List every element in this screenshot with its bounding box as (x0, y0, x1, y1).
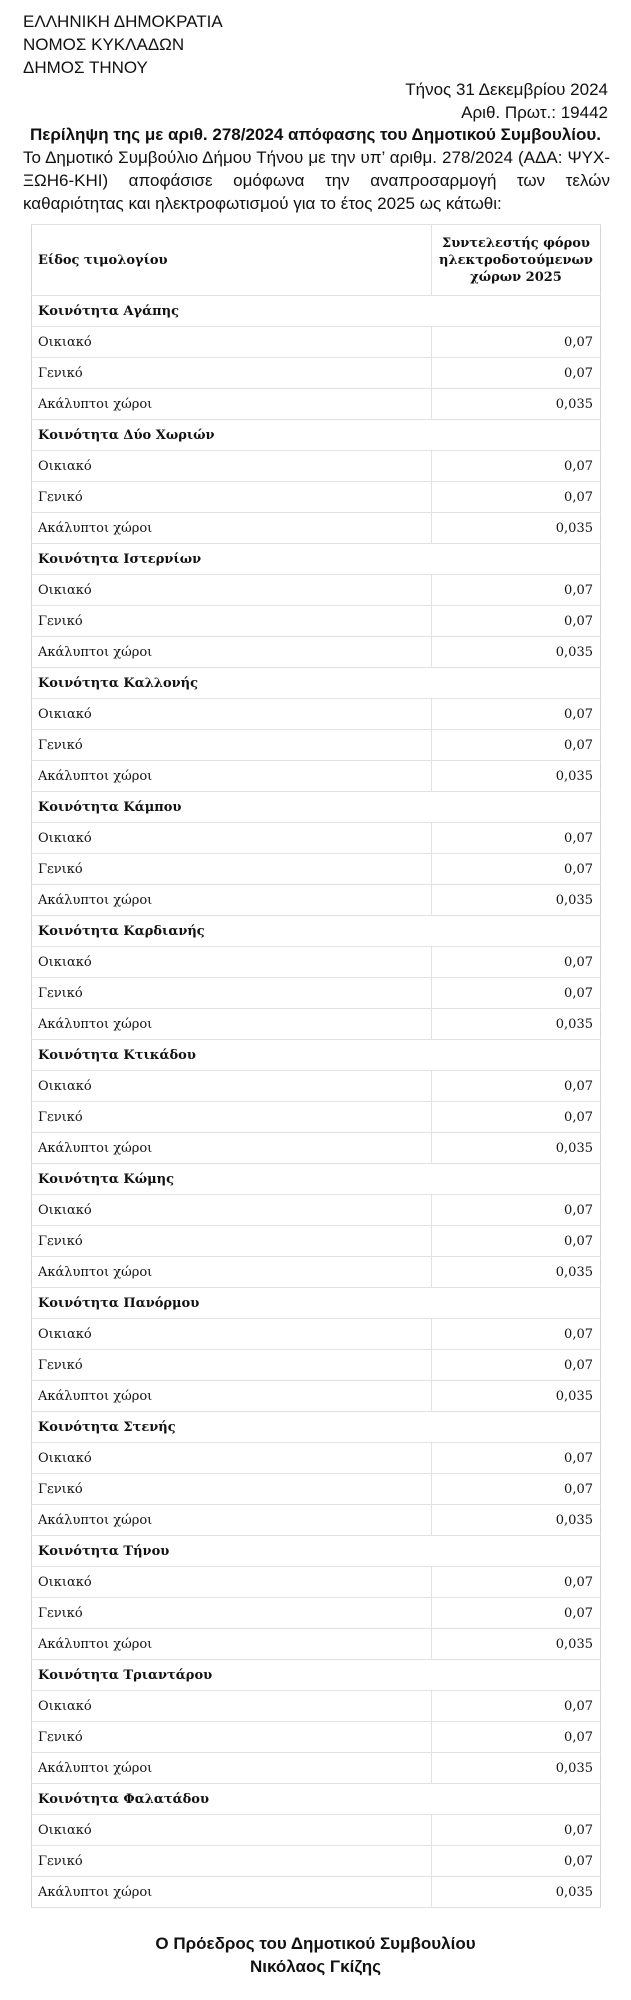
table-row (32, 606, 601, 637)
tariff-type: Οικιακό (32, 451, 432, 482)
community-name: Κοινότητα Τριαντάρου (32, 1660, 601, 1691)
community-name: Κοινότητα Καλλονής (32, 668, 601, 699)
table-row (32, 1877, 601, 1908)
table-row (32, 358, 601, 389)
table-row (32, 1226, 601, 1257)
community-row (32, 1164, 601, 1195)
coefficient-value: 0,07 (432, 575, 601, 606)
table-row (32, 1195, 601, 1226)
tariff-type: Ακάλυπτοι χώροι (32, 389, 432, 420)
tariff-type: Ακάλυπτοι χώροι (32, 1629, 432, 1660)
tariff-type: Οικιακό (32, 1443, 432, 1474)
tariff-type: Οικιακό (32, 1319, 432, 1350)
coefficient-value: 0,07 (432, 451, 601, 482)
table-row (32, 1381, 601, 1412)
header-line-country: ΕΛΛΗΝΙΚΗ ΔΗΜΟΚΡΑΤΙΑ (23, 12, 223, 31)
coefficient-value: 0,035 (432, 389, 601, 420)
table-row (32, 1257, 601, 1288)
coefficient-value: 0,07 (432, 1567, 601, 1598)
table-row (32, 761, 601, 792)
community-name: Κοινότητα Ιστερνίων (32, 544, 601, 575)
table-row (32, 1071, 601, 1102)
community-row (32, 792, 601, 823)
tariff-type: Ακάλυπτοι χώροι (32, 1753, 432, 1784)
tariff-type: Ακάλυπτοι χώροι (32, 1009, 432, 1040)
coefficient-value: 0,07 (432, 1071, 601, 1102)
coefficient-value: 0,035 (432, 1257, 601, 1288)
coefficient-value: 0,07 (432, 1226, 601, 1257)
tariff-type: Γενικό (32, 358, 432, 389)
community-name: Κοινότητα Κτικάδου (32, 1040, 601, 1071)
tariff-type: Γενικό (32, 1350, 432, 1381)
date-line: Τήνος 31 Δεκεμβρίου 2024 (405, 80, 608, 99)
coefficient-value: 0,07 (432, 1722, 601, 1753)
coefficient-value: 0,07 (432, 1815, 601, 1846)
community-name: Κοινότητα Δύο Χωριών (32, 420, 601, 451)
tariff-type: Ακάλυπτοι χώροι (32, 1877, 432, 1908)
table-row (32, 885, 601, 916)
issuer-header (23, 10, 223, 79)
table-body (32, 296, 601, 1908)
protocol-number: Αριθ. Πρωτ.: 19442 (461, 103, 608, 122)
tariff-type: Οικιακό (32, 699, 432, 730)
tariff-type: Ακάλυπτοι χώροι (32, 885, 432, 916)
community-row (32, 1536, 601, 1567)
tariff-type: Ακάλυπτοι χώροι (32, 513, 432, 544)
tariff-type: Γενικό (32, 730, 432, 761)
table-row (32, 1443, 601, 1474)
table-row (32, 1598, 601, 1629)
coefficient-value: 0,035 (432, 1877, 601, 1908)
date-protocol-block (405, 78, 608, 124)
tariff-type: Γενικό (32, 978, 432, 1009)
table-header-row (32, 225, 601, 296)
community-row (32, 1288, 601, 1319)
coefficient-value: 0,035 (432, 1753, 601, 1784)
tariff-type: Γενικό (32, 1598, 432, 1629)
table-row (32, 1505, 601, 1536)
community-row (32, 1412, 601, 1443)
table-row (32, 823, 601, 854)
table-row (32, 1102, 601, 1133)
community-row (32, 544, 601, 575)
tariff-type: Οικιακό (32, 1815, 432, 1846)
tariff-type: Γενικό (32, 1722, 432, 1753)
coefficient-value: 0,07 (432, 1846, 601, 1877)
header-line-municipality: ΔΗΜΟΣ ΤΗΝΟΥ (23, 58, 148, 77)
coefficient-value: 0,035 (432, 761, 601, 792)
table-row (32, 978, 601, 1009)
tariff-type: Οικιακό (32, 575, 432, 606)
column-header-coefficient: Συντελεστής φόρου ηλεκτροδοτούμενων χώρων 2025 (432, 225, 601, 296)
coefficient-value: 0,07 (432, 1319, 601, 1350)
tariff-type: Γενικό (32, 606, 432, 637)
tariff-type: Γενικό (32, 854, 432, 885)
tariff-type: Ακάλυπτοι χώροι (32, 1381, 432, 1412)
table-row (32, 575, 601, 606)
community-row (32, 668, 601, 699)
tariff-type: Γενικό (32, 1474, 432, 1505)
table-row (32, 513, 601, 544)
coefficient-value: 0,07 (432, 606, 601, 637)
table-row (32, 730, 601, 761)
community-row (32, 420, 601, 451)
table-row (32, 1474, 601, 1505)
coefficient-value: 0,07 (432, 1102, 601, 1133)
tariff-type: Ακάλυπτοι χώροι (32, 1133, 432, 1164)
coefficient-value: 0,035 (432, 885, 601, 916)
coefficient-value: 0,07 (432, 699, 601, 730)
tariff-type: Οικιακό (32, 1567, 432, 1598)
table-row (32, 327, 601, 358)
coefficient-value: 0,07 (432, 1691, 601, 1722)
table-row (32, 1319, 601, 1350)
table-row (32, 1753, 601, 1784)
coefficient-value: 0,07 (432, 823, 601, 854)
tariff-type: Ακάλυπτοι χώροι (32, 637, 432, 668)
coefficient-value: 0,035 (432, 1505, 601, 1536)
table-row (32, 451, 601, 482)
table-row (32, 1846, 601, 1877)
tariff-type: Ακάλυπτοι χώροι (32, 1505, 432, 1536)
coefficient-value: 0,07 (432, 358, 601, 389)
table-row (32, 1629, 601, 1660)
tariff-table (31, 224, 601, 1908)
signature-name: Νικόλαος Γκίζης (249, 1957, 381, 1976)
coefficient-value: 0,035 (432, 1381, 601, 1412)
coefficient-value: 0,035 (432, 1009, 601, 1040)
tariff-type: Οικιακό (32, 1071, 432, 1102)
community-row (32, 1040, 601, 1071)
coefficient-value: 0,07 (432, 730, 601, 761)
community-name: Κοινότητα Πανόρμου (32, 1288, 601, 1319)
coefficient-value: 0,035 (432, 513, 601, 544)
coefficient-value: 0,07 (432, 1598, 601, 1629)
table-row (32, 854, 601, 885)
tariff-type: Γενικό (32, 1226, 432, 1257)
coefficient-value: 0,07 (432, 1195, 601, 1226)
community-name: Κοινότητα Στενής (32, 1412, 601, 1443)
signature-block (0, 1932, 631, 1978)
community-row (32, 1784, 601, 1815)
intro-paragraph: Το Δημοτικό Συμβούλιο Δήμου Τήνου με την υπ’ αριθμ. 278/2024 (ΑΔΑ: ΨΥΧ-ΞΩΗ6-ΚΗΙ) αποφάσισε ομόφωνα την αναπροσαρμογή των τελών καθαριότητας και ηλεκτροφωτισμού για το έτος 2025 ως κάτωθι: (23, 148, 610, 213)
coefficient-value: 0,035 (432, 1133, 601, 1164)
header-line-prefecture: ΝΟΜΟΣ ΚΥΚΛΑΔΩΝ (23, 35, 185, 54)
community-name: Κοινότητα Κάμπου (32, 792, 601, 823)
coefficient-value: 0,035 (432, 1629, 601, 1660)
tariff-type: Οικιακό (32, 1195, 432, 1226)
community-name: Κοινότητα Φαλατάδου (32, 1784, 601, 1815)
table-row (32, 1133, 601, 1164)
community-row (32, 1660, 601, 1691)
tariff-type: Οικιακό (32, 947, 432, 978)
table-row (32, 1691, 601, 1722)
tariff-type: Γενικό (32, 1102, 432, 1133)
coefficient-value: 0,07 (432, 1474, 601, 1505)
column-header-tariff-type: Είδος τιμολογίου (32, 225, 432, 296)
table-row (32, 1350, 601, 1381)
coefficient-value: 0,07 (432, 854, 601, 885)
community-name: Κοινότητα Κώμης (32, 1164, 601, 1195)
coefficient-value: 0,07 (432, 482, 601, 513)
coefficient-value: 0,07 (432, 947, 601, 978)
coefficient-value: 0,07 (432, 327, 601, 358)
community-name: Κοινότητα Αγάπης (32, 296, 601, 327)
signature-role: Ο Πρόεδρος του Δημοτικού Συμβουλίου (155, 1934, 476, 1953)
coefficient-value: 0,07 (432, 1350, 601, 1381)
table-row (32, 947, 601, 978)
community-name: Κοινότητα Τήνου (32, 1536, 601, 1567)
table-row (32, 637, 601, 668)
community-row (32, 916, 601, 947)
coefficient-value: 0,035 (432, 637, 601, 668)
coefficient-value: 0,07 (432, 978, 601, 1009)
table-row (32, 1815, 601, 1846)
table-row (32, 389, 601, 420)
table-row (32, 1567, 601, 1598)
summary-title: Περίληψη της με αριθ. 278/2024 απόφασης του Δημοτικού Συμβουλίου. (29, 125, 602, 144)
table-row (32, 1009, 601, 1040)
table-row (32, 699, 601, 730)
tariff-type: Γενικό (32, 482, 432, 513)
community-name: Κοινότητα Καρδιανής (32, 916, 601, 947)
tariff-type: Οικιακό (32, 1691, 432, 1722)
community-row (32, 296, 601, 327)
table-row (32, 1722, 601, 1753)
coefficient-value: 0,07 (432, 1443, 601, 1474)
tariff-type: Γενικό (32, 1846, 432, 1877)
tariff-type: Οικιακό (32, 823, 432, 854)
tariff-type: Ακάλυπτοι χώροι (32, 1257, 432, 1288)
table-row (32, 482, 601, 513)
tariff-type: Οικιακό (32, 327, 432, 358)
tariff-type: Ακάλυπτοι χώροι (32, 761, 432, 792)
